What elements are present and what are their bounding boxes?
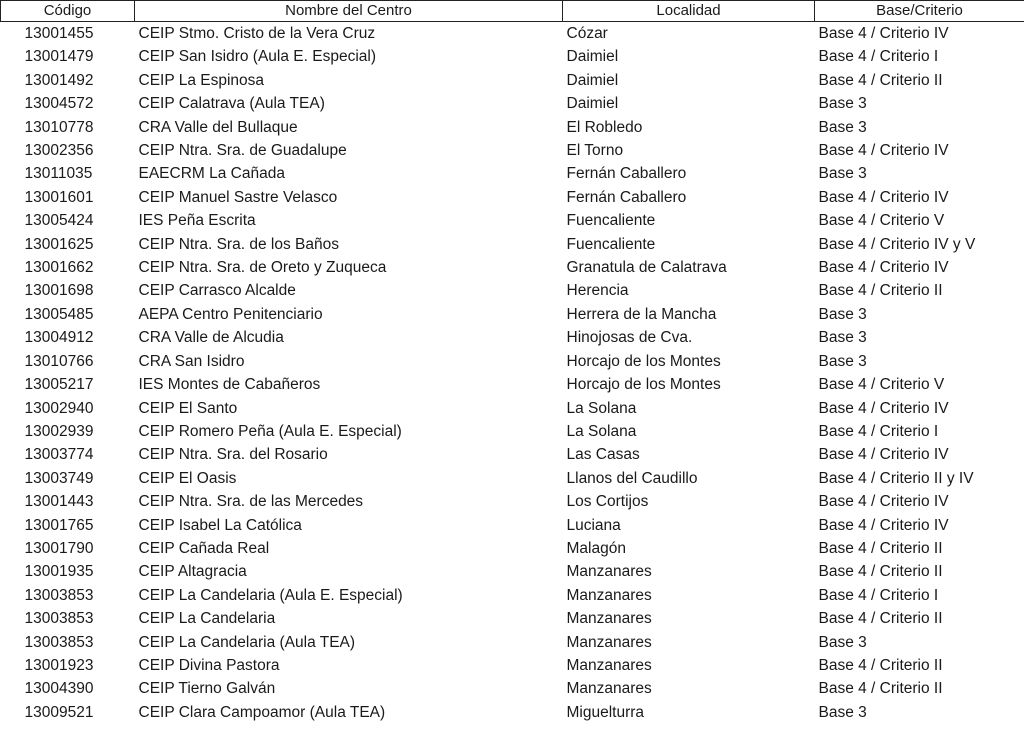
codigo-cell: 13001443 — [24, 493, 94, 511]
codigo-cell: 13001698 — [24, 282, 94, 300]
localidad-cell: Herrera de la Mancha — [566, 305, 717, 323]
codigo-cell: 13002939 — [24, 422, 94, 440]
table-row — [1, 350, 1024, 373]
base-criterio-cell: Base 3 — [818, 703, 867, 721]
codigo-cell: 13001455 — [24, 25, 94, 42]
localidad-cell: Daimiel — [566, 71, 619, 89]
localidad-cell: Manzanares — [566, 633, 652, 651]
base-criterio-cell: Base 3 — [818, 305, 867, 323]
localidad-cell: Llanos del Caudillo — [566, 469, 698, 487]
localidad-cell: Horcajo de los Montes — [566, 376, 721, 394]
codigo-cell: 13001479 — [24, 48, 94, 66]
localidad-cell: Miguelturra — [566, 703, 645, 721]
localidad-cell: Manzanares — [566, 656, 652, 674]
table-row — [1, 677, 1024, 700]
nombre-centro-cell: CEIP Tierno Galván — [138, 680, 276, 698]
localidad-cell: Malagón — [566, 539, 626, 557]
base-criterio-cell: Base 3 — [818, 633, 867, 651]
localidad-cell: Herencia — [566, 282, 629, 300]
base-criterio-cell: Base 3 — [818, 352, 867, 370]
codigo-cell: 13003853 — [24, 610, 94, 628]
header-localidad: Localidad — [563, 1, 815, 22]
table-row — [1, 514, 1024, 537]
base-criterio-cell: Base 4 / Criterio II — [818, 680, 943, 698]
nombre-centro-cell: CEIP Calatrava (Aula TEA) — [138, 95, 325, 113]
table-row — [1, 584, 1024, 607]
base-criterio-cell: Base 4 / Criterio II — [818, 610, 943, 628]
nombre-centro-cell: CEIP Ntra. Sra. de Oreto y Zuqueca — [138, 259, 387, 277]
nombre-centro-cell: CEIP Isabel La Católica — [138, 516, 302, 534]
base-criterio-cell: Base 3 — [818, 95, 867, 113]
nombre-centro-cell: CEIP Cañada Real — [138, 539, 270, 557]
base-criterio-cell: Base 4 / Criterio IV — [818, 446, 949, 464]
base-criterio-cell: Base 4 / Criterio IV — [818, 516, 949, 534]
nombre-centro-cell: AEPA Centro Penitenciario — [138, 305, 323, 323]
codigo-cell: 13003853 — [24, 586, 94, 604]
table-row — [1, 420, 1024, 443]
nombre-centro-cell: CEIP Clara Campoamor (Aula TEA) — [138, 703, 386, 721]
codigo-cell: 13001492 — [24, 71, 94, 89]
nombre-centro-cell: CEIP Manuel Sastre Velasco — [138, 188, 338, 206]
localidad-cell: Manzanares — [566, 610, 652, 628]
base-criterio-cell: Base 3 — [818, 165, 867, 183]
codigo-cell: 13003853 — [24, 633, 94, 651]
table-row — [1, 397, 1024, 420]
localidad-cell: El Torno — [566, 142, 624, 160]
nombre-centro-cell: CEIP Ntra. Sra. de las Mercedes — [138, 493, 364, 511]
table-row — [1, 256, 1024, 279]
base-criterio-cell: Base 4 / Criterio II — [818, 71, 943, 89]
localidad-cell: La Solana — [566, 399, 637, 417]
base-criterio-cell: Base 4 / Criterio V — [818, 212, 945, 230]
localidad-cell: Manzanares — [566, 563, 652, 581]
table-row — [1, 467, 1024, 490]
nombre-centro-cell: CEIP Ntra. Sra. de Guadalupe — [138, 142, 347, 160]
localidad-cell: Luciana — [566, 516, 621, 534]
nombre-centro-cell: CEIP Stmo. Cristo de la Vera Cruz — [138, 25, 376, 42]
codigo-cell: 13011035 — [24, 165, 93, 183]
table-row — [1, 139, 1024, 162]
base-criterio-cell: Base 4 / Criterio IV — [818, 188, 949, 206]
table-row — [1, 209, 1024, 232]
base-criterio-cell: Base 4 / Criterio I — [818, 586, 939, 604]
codigo-cell: 13004390 — [24, 680, 94, 698]
localidad-cell: Fuencaliente — [566, 212, 656, 230]
codigo-cell: 13001662 — [24, 259, 94, 277]
table-row — [1, 654, 1024, 677]
table-row — [1, 373, 1024, 396]
nombre-centro-cell: EAECRM La Cañada — [138, 165, 285, 183]
table-row — [1, 443, 1024, 466]
table-row — [1, 69, 1024, 92]
base-criterio-cell: Base 4 / Criterio IV y V — [818, 235, 976, 253]
nombre-centro-cell: CEIP La Candelaria — [138, 610, 276, 628]
localidad-cell: Horcajo de los Montes — [566, 352, 721, 370]
codigo-cell: 13002356 — [24, 142, 94, 160]
table-row — [1, 279, 1024, 302]
codigo-cell: 13005485 — [24, 305, 94, 323]
localidad-cell: Daimiel — [566, 48, 619, 66]
localidad-cell: Hinojosas de Cva. — [566, 329, 693, 347]
base-criterio-cell: Base 4 / Criterio IV — [818, 493, 949, 511]
base-criterio-cell: Base 4 / Criterio II y IV — [818, 469, 974, 487]
nombre-centro-cell: IES Montes de Cabañeros — [138, 376, 321, 394]
table-row — [1, 326, 1024, 349]
localidad-cell: Granatula de Calatrava — [566, 259, 727, 277]
codigo-cell: 13001601 — [24, 188, 94, 206]
codigo-cell: 13001790 — [24, 539, 94, 557]
localidad-cell: Fuencaliente — [566, 235, 656, 253]
base-criterio-cell: Base 4 / Criterio IV — [818, 142, 949, 160]
codigo-cell: 13001923 — [24, 656, 94, 674]
nombre-centro-cell: IES Peña Escrita — [138, 212, 256, 230]
header-nombre-del-centro: Nombre del Centro — [135, 1, 563, 22]
codigo-cell: 13002940 — [24, 399, 94, 417]
codigo-cell: 13001625 — [24, 235, 94, 253]
base-criterio-cell: Base 4 / Criterio V — [818, 376, 945, 394]
localidad-cell: Daimiel — [566, 95, 619, 113]
localidad-cell: Manzanares — [566, 586, 652, 604]
base-criterio-cell: Base 4 / Criterio II — [818, 563, 943, 581]
base-criterio-cell: Base 4 / Criterio IV — [818, 25, 949, 42]
nombre-centro-cell: CEIP Romero Peña (Aula E. Especial) — [138, 422, 402, 440]
nombre-centro-cell: CRA San Isidro — [138, 352, 245, 370]
nombre-centro-cell: CEIP La Espinosa — [138, 71, 265, 89]
base-criterio-cell: Base 4 / Criterio II — [818, 656, 943, 674]
table-row — [1, 631, 1024, 654]
nombre-centro-cell: CEIP San Isidro (Aula E. Especial) — [138, 48, 376, 66]
nombre-centro-cell: CEIP El Santo — [138, 399, 238, 417]
localidad-cell: Manzanares — [566, 680, 652, 698]
codigo-cell: 13003774 — [24, 446, 94, 464]
nombre-centro-cell: CEIP Carrasco Alcalde — [138, 282, 296, 300]
codigo-cell: 13003749 — [24, 469, 94, 487]
codigo-cell: 13009521 — [24, 703, 94, 721]
codigo-cell: 13001935 — [24, 563, 94, 581]
codigo-cell: 13010778 — [24, 118, 94, 136]
table-row — [1, 607, 1024, 630]
nombre-centro-cell: CEIP Ntra. Sra. del Rosario — [138, 446, 328, 464]
table-row — [1, 537, 1024, 560]
codigo-cell: 13005217 — [24, 376, 94, 394]
codigo-cell: 13004912 — [24, 329, 94, 347]
codigo-cell: 13005424 — [24, 212, 94, 230]
base-criterio-cell: Base 4 / Criterio I — [818, 422, 939, 440]
table-header — [1, 1, 1024, 22]
base-criterio-cell: Base 4 / Criterio IV — [818, 259, 949, 277]
table-row — [1, 233, 1024, 256]
table-row — [1, 490, 1024, 513]
table-row — [1, 22, 1024, 46]
table-row — [1, 560, 1024, 583]
base-criterio-cell: Base 4 / Criterio I — [818, 48, 939, 66]
header-row — [1, 1, 1024, 22]
nombre-centro-cell: CEIP La Candelaria (Aula TEA) — [138, 633, 356, 651]
nombre-centro-cell: CRA Valle de Alcudia — [138, 329, 284, 347]
localidad-cell: La Solana — [566, 422, 637, 440]
table-row — [1, 45, 1024, 68]
nombre-centro-cell: CRA Valle del Bullaque — [138, 118, 298, 136]
nombre-centro-cell: CEIP La Candelaria (Aula E. Especial) — [138, 586, 403, 604]
nombre-centro-cell: CEIP Divina Pastora — [138, 656, 280, 674]
nombre-centro-cell: CEIP El Oasis — [138, 469, 237, 487]
localidad-cell: El Robledo — [566, 118, 643, 136]
base-criterio-cell: Base 3 — [818, 329, 867, 347]
localidad-cell: Fernán Caballero — [566, 188, 687, 206]
header-base-criterio: Base/Criterio — [815, 1, 1024, 22]
localidad-cell: Los Cortijos — [566, 493, 649, 511]
table-row — [1, 186, 1024, 209]
base-criterio-cell: Base 4 / Criterio II — [818, 282, 943, 300]
localidad-cell: Las Casas — [566, 446, 640, 464]
table-row — [1, 303, 1024, 326]
table-row — [1, 162, 1024, 185]
codigo-cell: 13001765 — [24, 516, 94, 534]
base-criterio-cell: Base 4 / Criterio IV — [818, 399, 949, 417]
localidad-cell: Fernán Caballero — [566, 165, 687, 183]
base-criterio-cell: Base 3 — [818, 118, 867, 136]
table-row — [1, 92, 1024, 115]
codigo-cell: 13010766 — [24, 352, 94, 370]
nombre-centro-cell: CEIP Altagracia — [138, 563, 247, 581]
table-body — [1, 22, 1024, 725]
localidad-cell: Cózar — [566, 25, 608, 42]
header-codigo: Código — [1, 1, 135, 22]
base-criterio-cell: Base 4 / Criterio II — [818, 539, 943, 557]
codigo-cell: 13004572 — [24, 95, 94, 113]
table-row — [1, 701, 1024, 724]
table-row — [1, 116, 1024, 139]
nombre-centro-cell: CEIP Ntra. Sra. de los Baños — [138, 235, 339, 253]
